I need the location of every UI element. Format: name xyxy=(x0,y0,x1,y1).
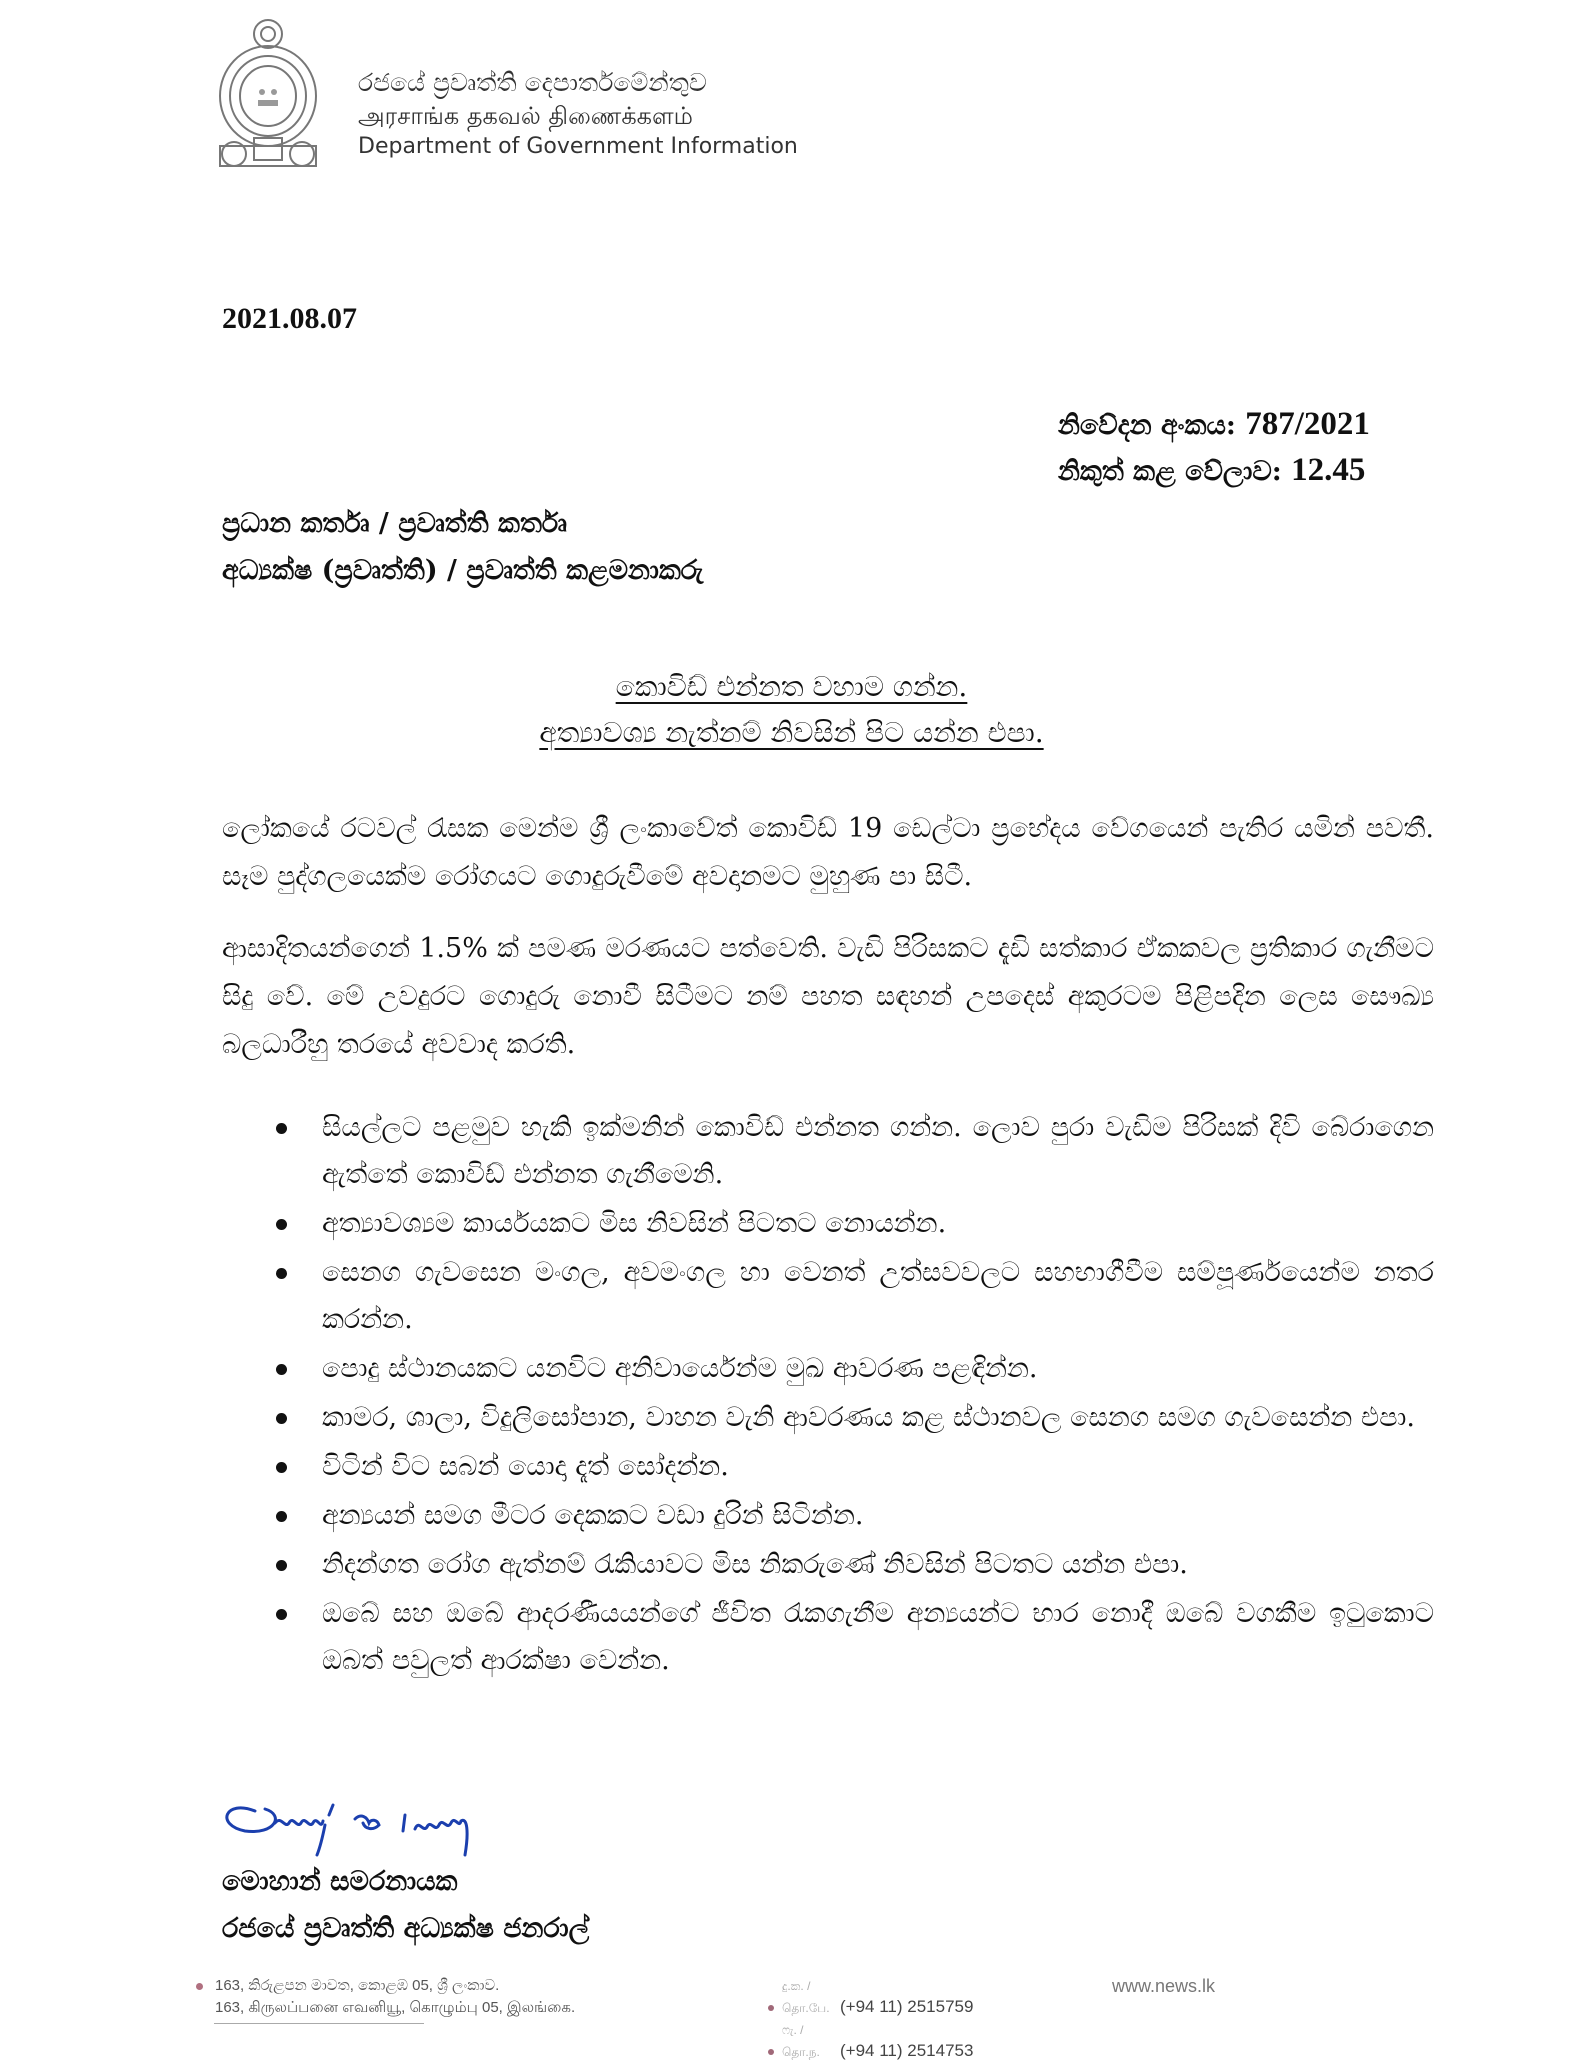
address-sinhala: 163, කිරුළපන මාවත, කොළඹ 05, ශ්‍රී ලංකාව. xyxy=(215,1977,500,1994)
recipients xyxy=(222,500,703,594)
bullet-icon xyxy=(196,1983,203,1990)
list-item xyxy=(270,1541,1434,1588)
release-number-label: නිවේදන අංකය: xyxy=(1058,410,1236,441)
advice-text: සෙනග ගැවසෙන මංගල, අවමංගල හා වෙනත් උත්සවවලට සහභාගීවීම සම්පූර්ණයෙන්ම නතර කරන්න. xyxy=(322,1257,1434,1335)
release-meta xyxy=(1058,402,1370,494)
list-item xyxy=(270,1492,1434,1539)
fax-number: (+94 11) 2514753 xyxy=(840,2041,974,2060)
recipient-line-1: ප්‍රධාන කර්තෘ / ප්‍රවෘත්ති කර්තෘ xyxy=(222,508,568,539)
bullet-icon xyxy=(768,2049,774,2055)
advice-text: විටින් විට සබන් යොදා දෑත් සෝදන්න. xyxy=(322,1451,729,1482)
advice-text: අන්‍යයන් සමග මීටර දෙකකට වඩා දුරින් සිටින්න. xyxy=(322,1500,864,1531)
advice-text: කාමර, ශාලා, විදුලිසෝපාන, වාහන වැනි ආවරණය කළ ස්ථානවල සෙනග සමග ගැවසෙන්න එපා. xyxy=(322,1402,1415,1433)
recipient-line-2: අධ්‍යක්ෂ (ප්‍රවෘත්ති) / ප්‍රවෘත්ති කළමනාකරු xyxy=(222,555,704,586)
phone-number: (+94 11) 2515759 xyxy=(840,1997,974,2016)
signatory-title: රජයේ ප්‍රවෘත්ති අධ්‍යක්ෂ ජනරාල් xyxy=(222,1913,590,1944)
release-number-value: 787/2021 xyxy=(1245,406,1370,442)
footer-address xyxy=(196,1975,575,2019)
department-name-english: Department of Government Information xyxy=(358,134,798,159)
address-tamil: 163, கிருலப்பனை எவனியூ, கொழும்பு 05, இலங்கை. xyxy=(215,1999,576,2016)
body-paragraph-1: ලෝකයේ රටවල් රැසක මෙන්ම ශ්‍රී ලංකාවේත් කොවිඩ් 19 ඩෙල්ටා ප්‍රභේදය වේගයෙන් පැතිර යමින් පවතී. සෑම පුද්ගලයෙක්ම රෝගයට ගොදුරුවීමේ අවදානමට මුහුණ පා සිටී. xyxy=(222,813,1434,892)
list-item xyxy=(270,1249,1434,1343)
list-item xyxy=(270,1443,1434,1490)
department-name-tamil: அரசாங்க தகவல் திணைக்களம் xyxy=(358,102,693,130)
bullet-icon xyxy=(276,1609,287,1620)
advice-text: පොදු ස්ථානයකට යනවිට අනිවාර්යෙන්ම මුඛ ආවරණ පළඳින්න. xyxy=(322,1353,1038,1384)
phone-label: දු.ක. / தொ.பே. xyxy=(782,1979,830,2015)
bullet-icon xyxy=(276,1511,287,1522)
signatory-name: මොහාන් සමරනායක xyxy=(222,1866,458,1897)
headline-line-2: අත්‍යාවශ්‍ය නැත්නම් නිවසින් පිට යන්න එපා. xyxy=(539,716,1044,749)
advice-text: නිදන්ගත රෝග ඇත්නම් රැකියාවට මිස නිකරුණේ නිවසින් පිටතට යන්න එපා. xyxy=(322,1549,1188,1580)
footer-contacts xyxy=(768,1975,973,2063)
letterhead xyxy=(214,14,814,172)
bullet-icon xyxy=(276,1413,287,1424)
body-paragraph-2: ආසාදිතයන්ගෙන් 1.5% ක් පමණ මරණයට පත්වෙති. වැඩි පිරිසකට දැඩි සත්කාර ඒකකවල ප්‍රතිකාර ගැනීමට සිදු වේ. මේ උවදුරට ගොදුරු නොවී සිටීමට නම් පහත සඳහන් උපදෙස් අකුරටම පිළිපදින ලෙස සෞඛ්‍ය බලධාරීහු තරයේ අවවාද කරති. xyxy=(222,933,1434,1060)
advice-text: අත්‍යාවශ්‍යම කාර්යයකට මිස නිවසින් පිටතට නොයන්න. xyxy=(322,1208,947,1239)
list-item xyxy=(270,1200,1434,1247)
list-item xyxy=(270,1590,1434,1684)
release-time xyxy=(1058,448,1370,494)
headline xyxy=(0,664,1583,756)
advice-list xyxy=(270,1104,1434,1686)
bullet-icon xyxy=(276,1219,287,1230)
bullet-icon xyxy=(276,1364,287,1375)
footer-divider xyxy=(214,2023,424,2024)
letterhead-text xyxy=(358,66,798,162)
signature-icon xyxy=(215,1785,625,1865)
state-emblem-icon xyxy=(214,14,322,172)
fax-label: ෆැ. / தொ.ந. xyxy=(782,2023,820,2059)
bullet-icon xyxy=(276,1268,287,1279)
department-name-sinhala: රජයේ ප්‍රවෘත්ති දෙපාර්තමේන්තුව xyxy=(358,68,707,97)
release-time-label: නිකුත් කළ වේලාව: xyxy=(1058,456,1282,487)
bullet-icon xyxy=(276,1560,287,1571)
bullet-icon xyxy=(276,1462,287,1473)
signatory xyxy=(222,1858,589,1952)
headline-line-1: කොවිඩ් එන්නත වහාම ගන්න. xyxy=(615,670,968,703)
website-link[interactable]: www.news.lk xyxy=(1112,1976,1216,1996)
list-item xyxy=(270,1394,1434,1441)
release-number xyxy=(1058,402,1370,448)
advice-text: ඔබේ සහ ඔබේ ආදරණීයයන්ගේ ජීවිත රැකගැනීම අන්‍යයන්ට භාර නොදී ඔබේ වගකීම ඉටුකොට ඔබත් පවුලත් ආරක්ෂා වෙන්න. xyxy=(322,1598,1434,1676)
list-item xyxy=(270,1104,1434,1198)
release-time-value: 12.45 xyxy=(1291,452,1366,488)
bullet-icon xyxy=(768,2005,774,2011)
bullet-icon xyxy=(276,1123,287,1134)
advice-text: සියල්ලට පළමුව හැකි ඉක්මනින් කොවිඩ් එන්නත ගන්න. ලොව පුරා වැඩිම පිරිසක් දිවි බේරාගෙන ඇත්තේ කොවිඩ් එන්නත ගැනීමෙනි. xyxy=(322,1112,1434,1190)
list-item xyxy=(270,1345,1434,1392)
footer xyxy=(196,1975,1396,2060)
release-date: 2021.08.07 xyxy=(222,302,357,335)
